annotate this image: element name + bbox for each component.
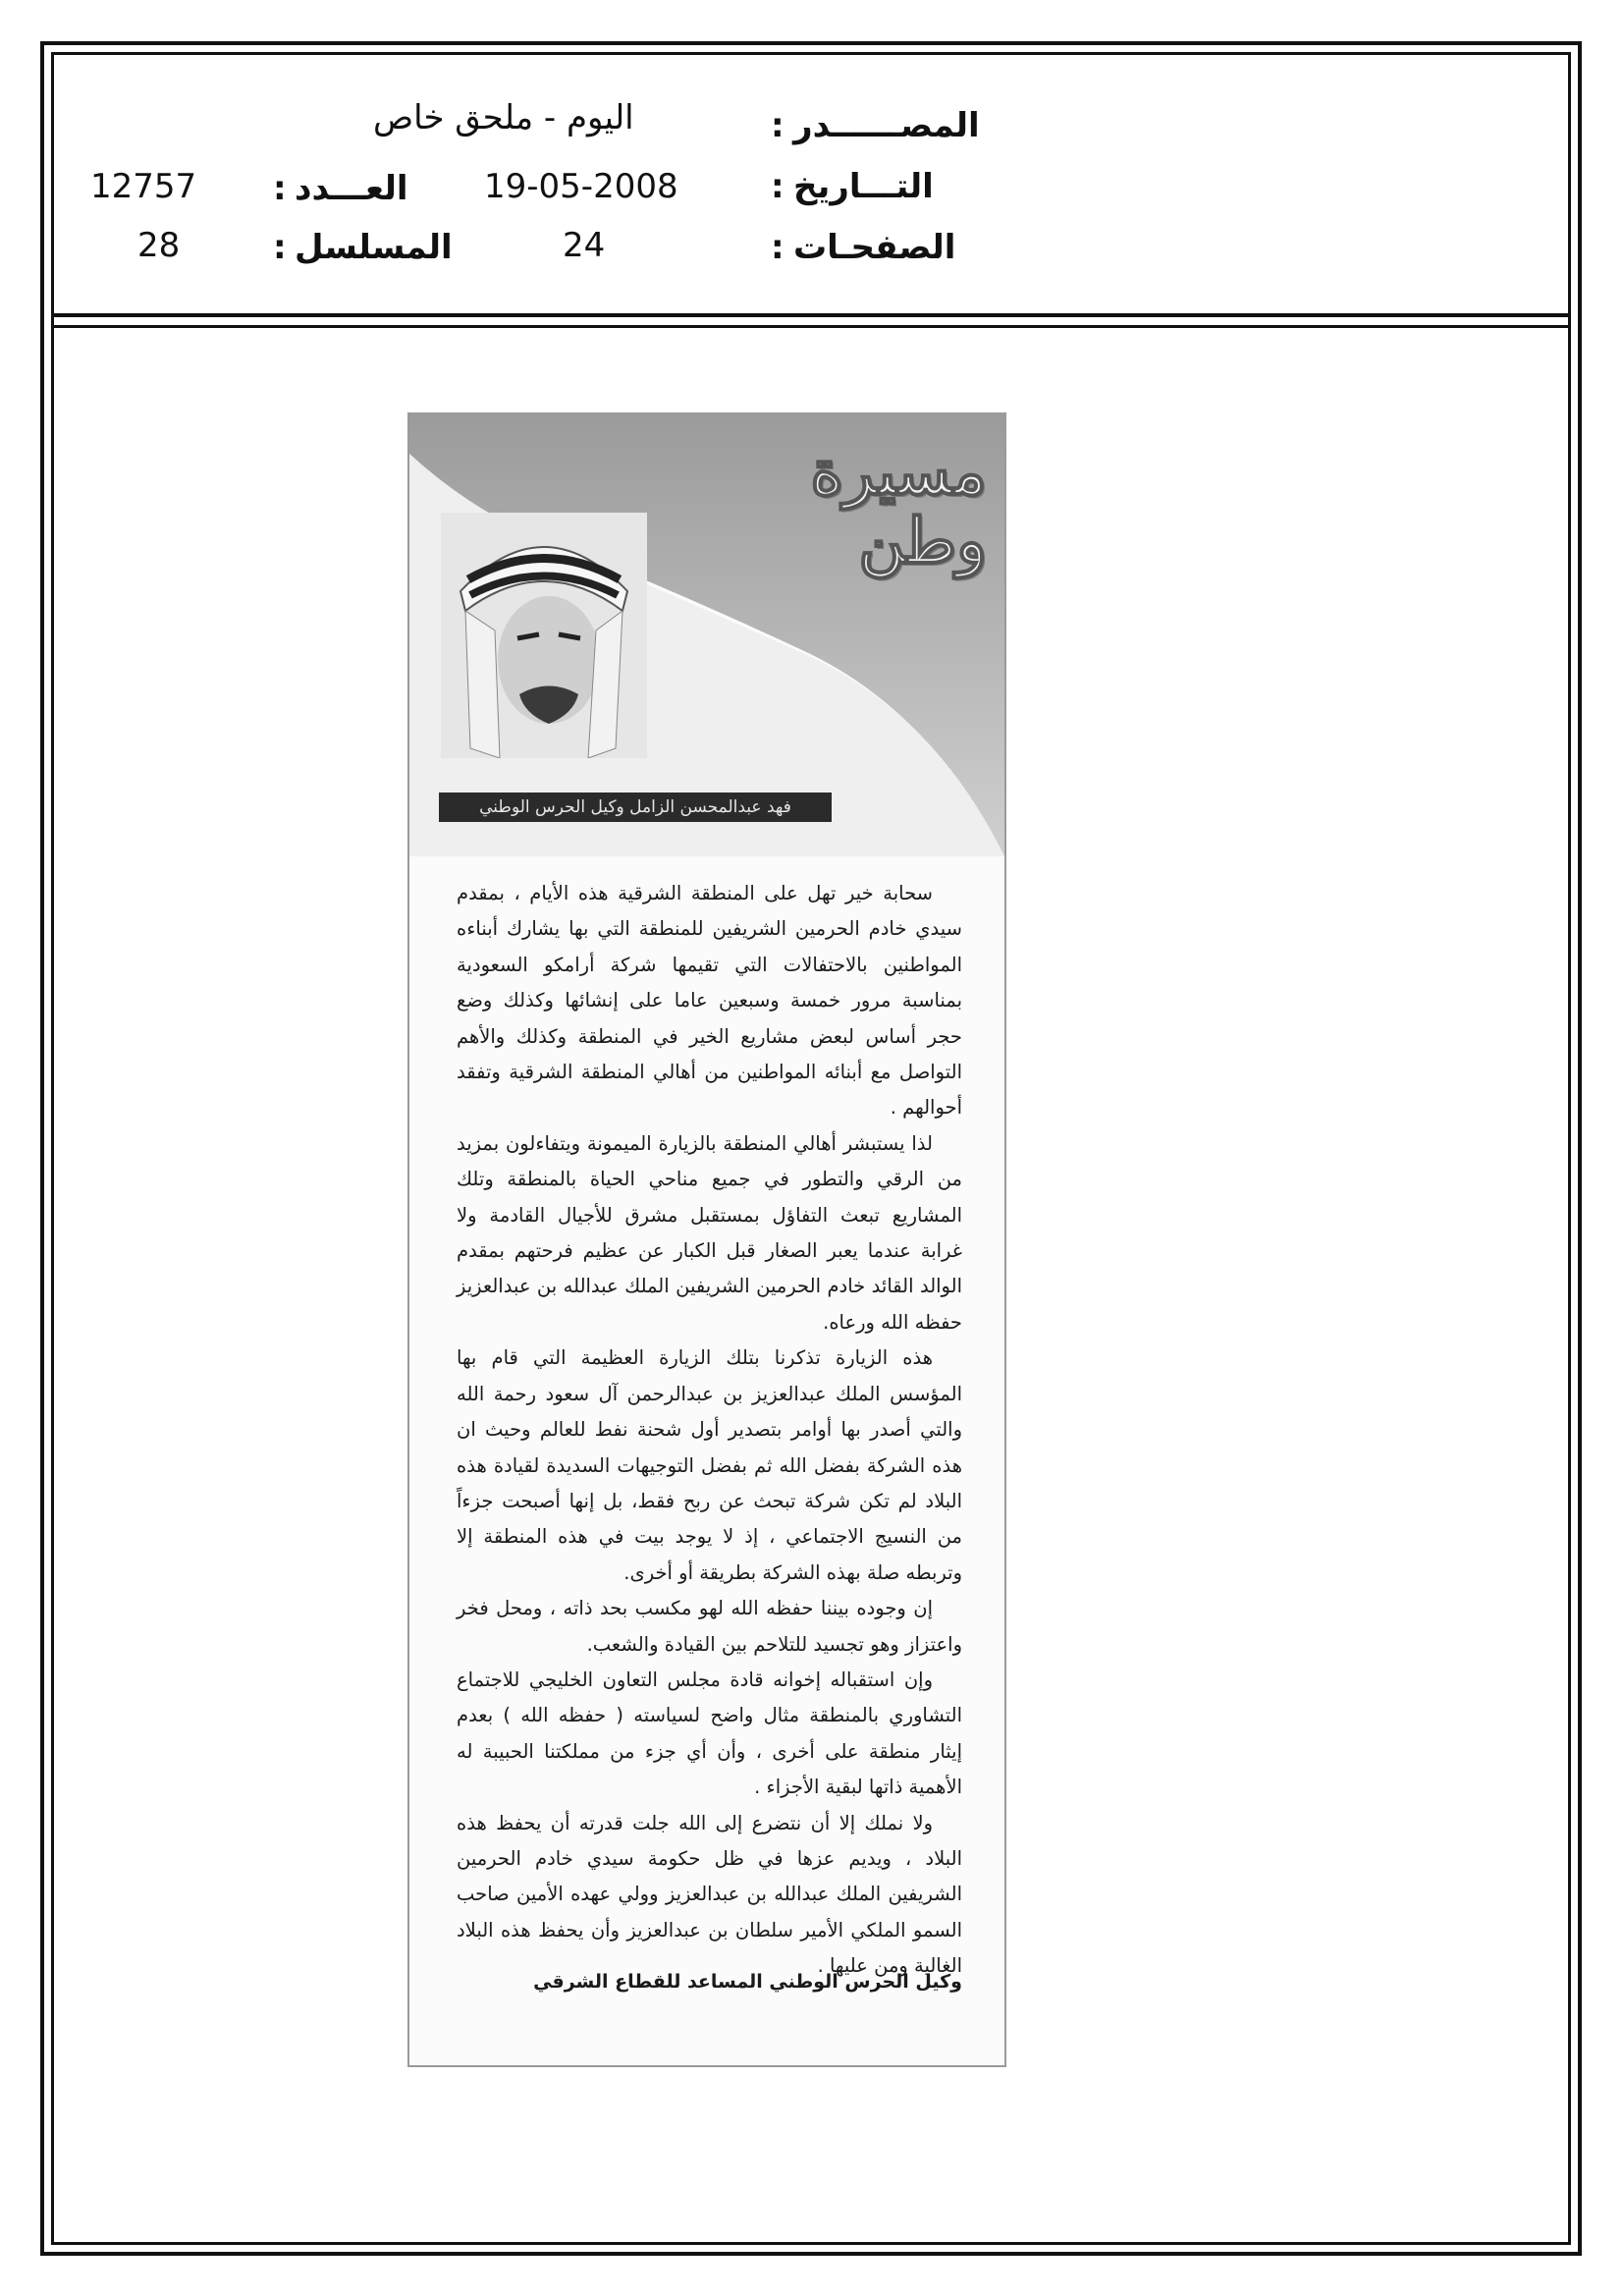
column-banner <box>409 414 1004 856</box>
article-paragraph: إن وجوده بيننا حفظه الله لهو مكسب بحد ذاته ، ومحل فخر واعتزاز وهو تجسيد للتلاحم بين القيادة والشعب. <box>457 1597 962 1656</box>
header-divider-inner <box>51 325 1571 328</box>
issue-colon: : <box>273 169 287 208</box>
header-divider <box>51 313 1571 317</box>
pages-colon: : <box>771 228 784 267</box>
serial-colon: : <box>273 228 287 267</box>
article-paragraph: وإن استقباله إخوانه قادة مجلس التعاون الخليجي للاجتماع التشاوري بالمنطقة مثال واضح لسياسته ( حفظه الله ) بعدم إيثار منطقة على أخرى ، وأن أي جزء من مملكتنا الحبيبة له الأهمية ذاتها لبقية الأجزاء . <box>457 1667 962 1799</box>
serial-label: المسلسل <box>295 228 453 267</box>
article-paragraph: هذه الزيارة تذكرنا بتلك الزيارة العظيمة التي قام بها المؤسس الملك عبدالعزيز بن عبدالرحمن آل سعود رحمة الله والتي أصدر بها أوامر بتصدير أول شحنة نفط للعالم وحيث ان هذه الشركة بفضل الله ثم بفضل التوجيهات السديدة لقيادة هذه البلاد لم تكن شركة تبحث عن ربح فقط، بل إنها أصبحت جزءاً من النسيج الاجتماعي ، إذ لا يوجد بيت في هذه المنطقة إلا وتربطه صلة بهذه الشركة بطريقة أو أخرى. <box>457 1346 962 1584</box>
newspaper-clipping <box>407 412 1006 2067</box>
source-colon: : <box>771 106 784 145</box>
article-paragraph: لذا يستبشر أهالي المنطقة بالزيارة الميمونة ويتفاءلون بمزيد من الرقي والتطور في جميع مناحي الحياة بالمنطقة وتلك المشاريع تبعث التفاؤل بمستقبل مشرق للأجيال القادمة ولا غرابة عندما يعبر الصغار قبل الكبار عن عظيم فرحتهم بمقدم الوالد القائد خادم الحرمين الشريفين الملك عبدالله بن عبدالعزيز حفظه الله ورعاه. <box>457 1131 962 1334</box>
article-signature: وكيل الحرس الوطني المساعد للقطاع الشرقي <box>533 1971 962 1993</box>
author-caption: فهد عبدالمحسن الزامل وكيل الحرس الوطني <box>439 793 832 822</box>
issue-label: العـــدد <box>295 169 408 208</box>
date-value: 19-05-2008 <box>484 167 678 206</box>
date-colon: : <box>771 167 784 206</box>
serial-value: 28 <box>137 226 181 265</box>
column-title <box>810 436 987 579</box>
author-portrait-image <box>441 513 647 758</box>
column-title-line2: وطن <box>858 505 987 579</box>
author-portrait <box>441 513 647 758</box>
issue-value: 12757 <box>90 167 197 206</box>
article-paragraph: ولا نملك إلا أن نتضرع إلى الله جلت قدرته أن يحفظ هذه البلاد ، ويديم عزها في ظل حكومة سيدي خادم الحرمين الشريفين الملك عبدالله بن عبدالعزيز وولي عهده الأمين صاحب السمو الملكي الأمير سلطان بن عبدالعزيز وأن يحفظ هذه البلاد الغالية ومن عليها . <box>457 1811 962 1978</box>
pages-label: الصفحـات <box>793 228 956 267</box>
pages-value: 24 <box>563 226 606 265</box>
column-title-line1: مسيرة <box>810 436 987 510</box>
source-label: المصــــــدر <box>793 106 980 145</box>
date-label: التـــاريخ <box>793 167 934 206</box>
article-body <box>457 876 962 1985</box>
article-paragraph: سحابة خير تهل على المنطقة الشرقية هذه الأيام ، بمقدم سيدي خادم الحرمين الشريفين للمنطقة التي بها يشارك أبناءه المواطنين بالاحتفالات التي تقيمها شركة أرامكو السعودية بمناسبة مرور خمسة وسبعين عاما على إنشائها وكذلك وضع حجر أساس لبعض مشاريع الخير في المنطقة وكذلك والأهم التواصل مع أبنائه المواطنين من أهالي المنطقة الشرقية وتفقد أحوالهم . <box>457 882 962 1120</box>
source-value: اليوم - ملحق خاص <box>373 98 634 137</box>
